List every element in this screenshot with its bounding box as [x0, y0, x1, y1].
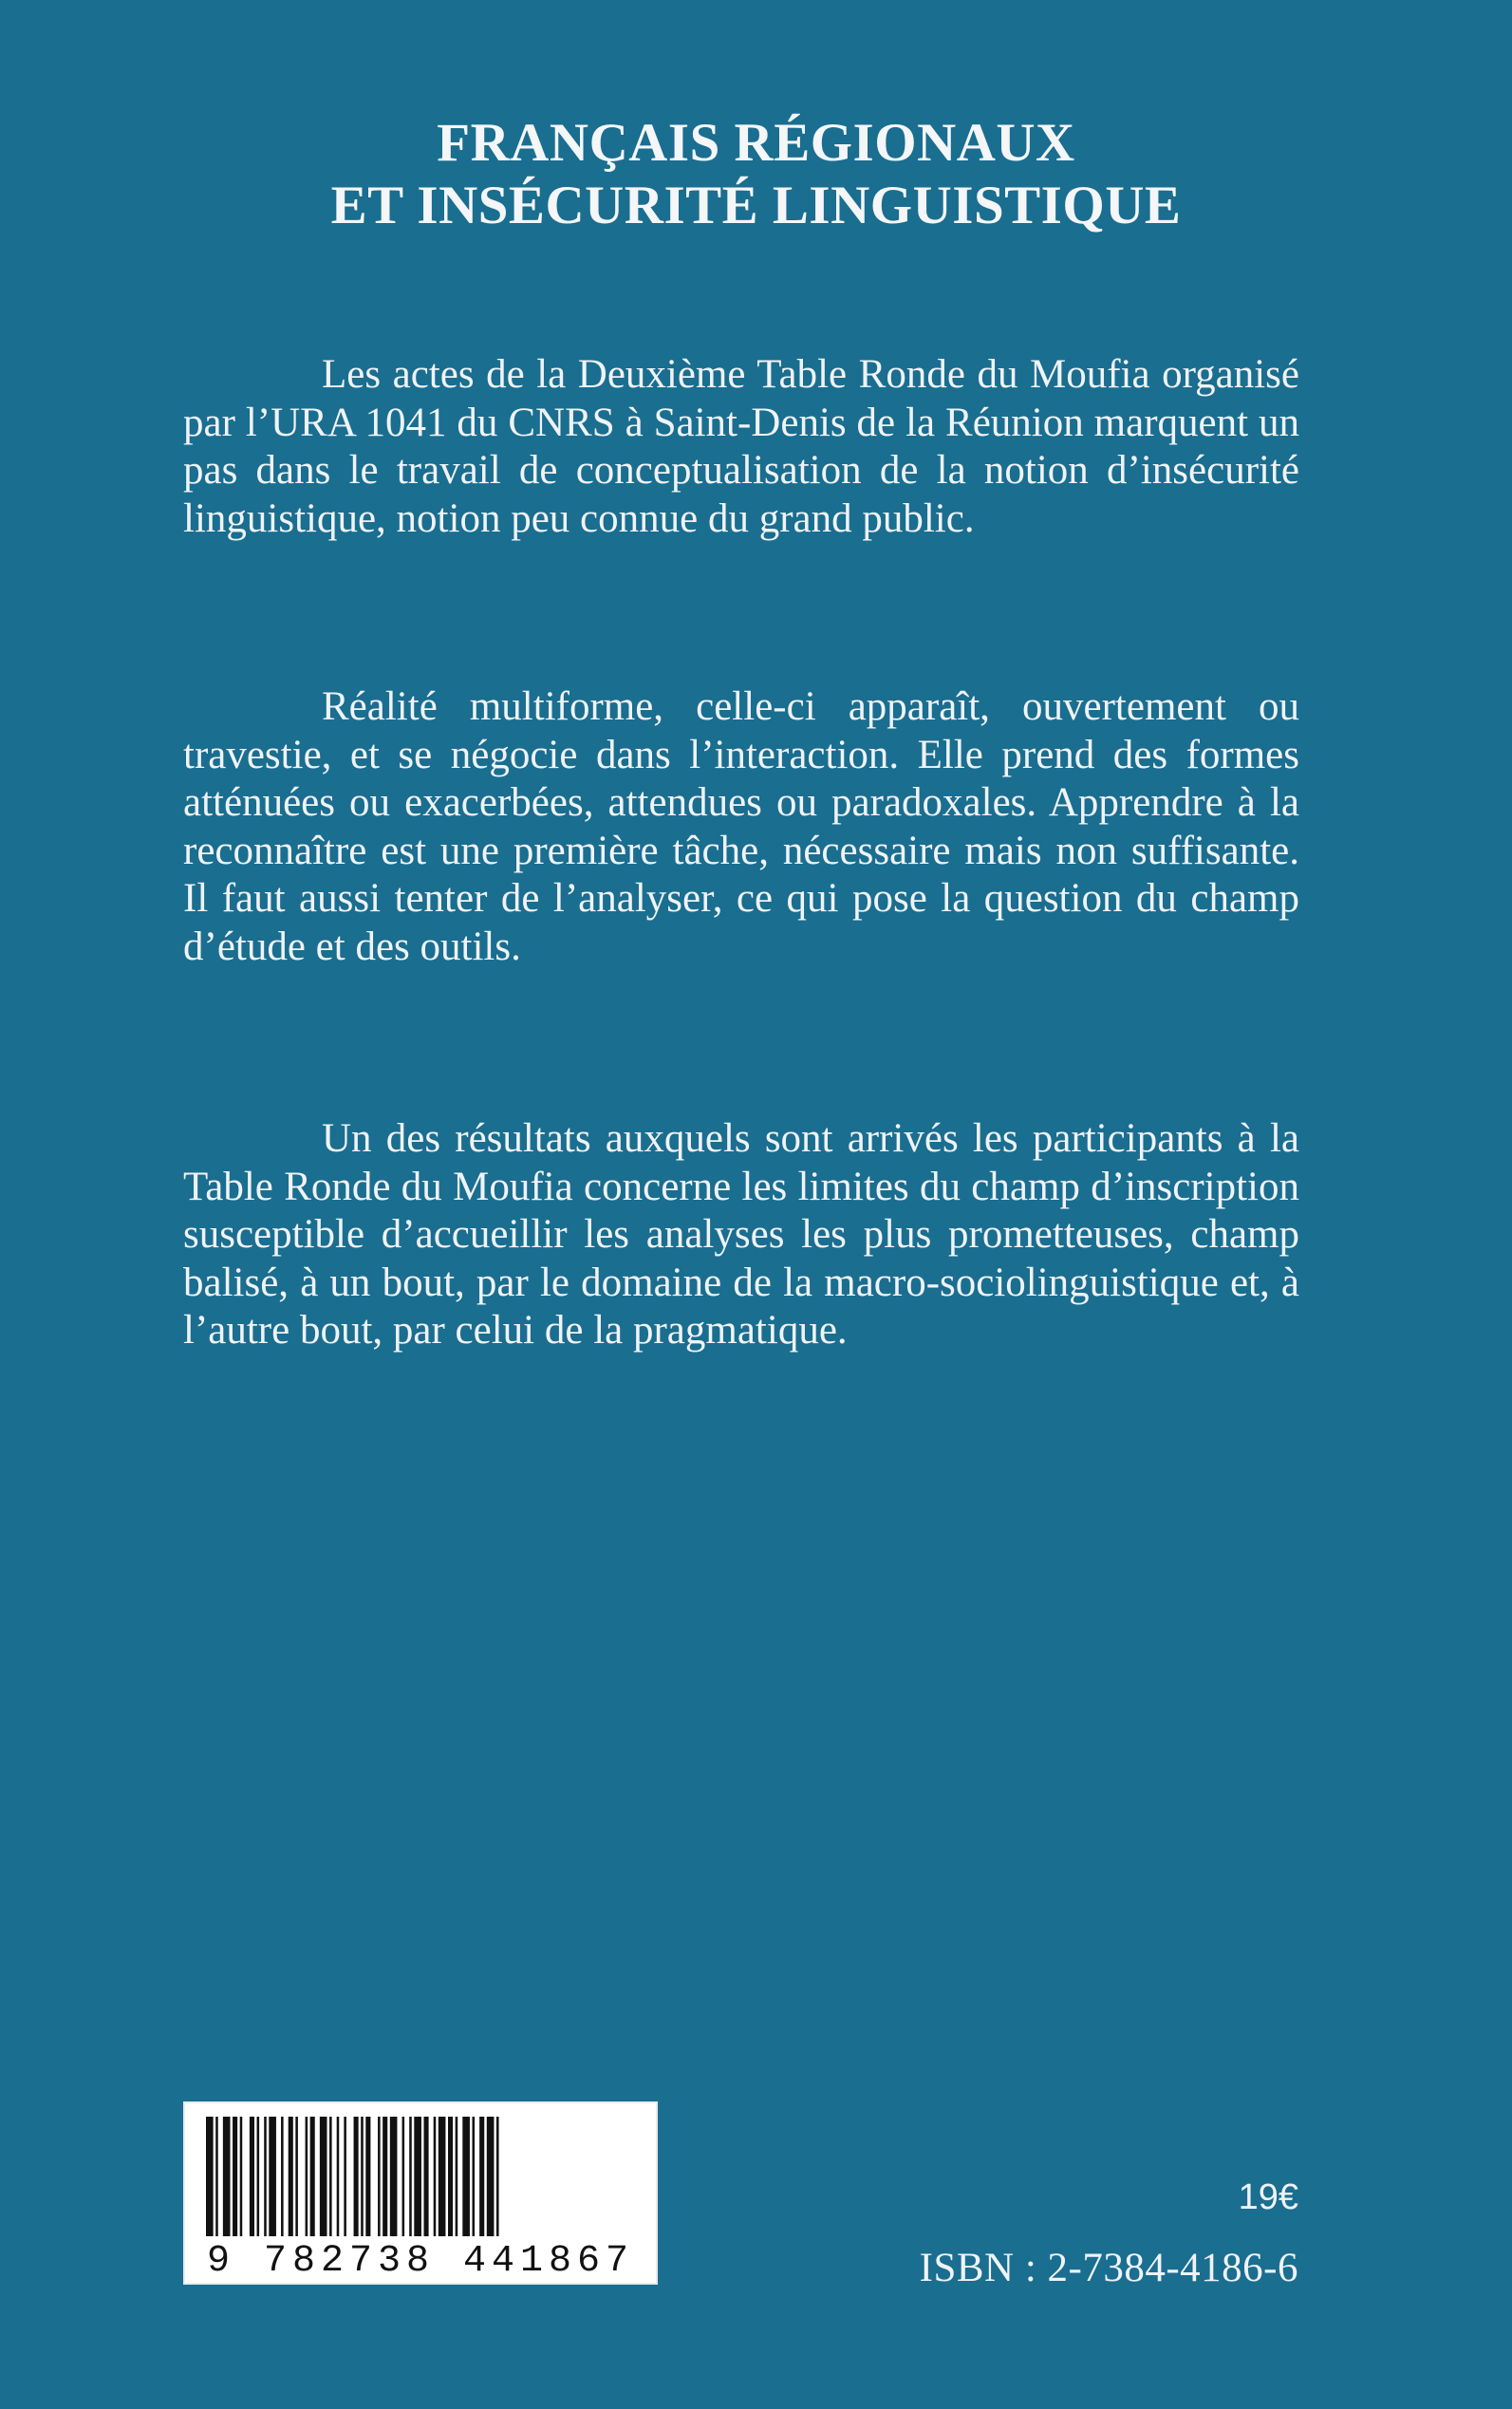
barcode-bar [233, 2117, 237, 2236]
barcode-bar [462, 2117, 470, 2236]
title-line-1: FRANÇAIS RÉGIONAUX [437, 113, 1075, 173]
barcode-bar [264, 2117, 267, 2236]
barcode-bar [448, 2117, 453, 2236]
barcode-bar [310, 2117, 315, 2236]
paragraph-text: Les actes de la Deuxième Table Ronde du Moufia organisé par l’URA 1041 du CNRS à Saint-Denis de la Réunion marquent un pas dans le travail de conceptualisation de la notion d’insécurité linguistique, notion peu connue du grand public. [183, 352, 1299, 541]
barcode-bar [414, 2117, 421, 2236]
barcode-bar [206, 2117, 214, 2236]
barcode-bar [320, 2117, 327, 2236]
title-line-2: ET INSÉCURITÉ LINGUISTIQUE [330, 176, 1182, 235]
barcode-bar [456, 2117, 458, 2236]
barcode-bar [365, 2117, 370, 2236]
barcode-bar [215, 2117, 218, 2236]
barcode-bar [424, 2117, 429, 2236]
barcode-bar [378, 2117, 381, 2236]
barcode-bar [289, 2117, 293, 2236]
barcode-bar [240, 2117, 243, 2236]
barcode-number: 9 782738 441867 [206, 2240, 635, 2283]
barcode-bar [479, 2117, 484, 2236]
barcode-bar [337, 2117, 340, 2236]
isbn-label: ISBN : 2-7384-4186-6 [919, 2246, 1298, 2290]
paragraph-text: Réalité multiforme, celle-ci apparaît, ouvertement ou travestie, et se négocie dans l’interaction. Elle prend des formes atténuées ou exacerbées, attendues ou paradoxales. Apprendre à la reconnaître est une première tâche, nécessaire mais non suffisante. Il faut aussi tenter de l’analyser, ce qui pose la question du champ d’étude et des outils. [183, 684, 1299, 969]
barcode-bar [496, 2117, 499, 2236]
barcode-bar [295, 2117, 298, 2236]
paragraph-1 [183, 351, 1299, 543]
barcode-bar [257, 2117, 260, 2236]
barcode-bar [361, 2117, 364, 2236]
barcode-bar [306, 2117, 308, 2236]
price-label: 19€ [1238, 2177, 1298, 2217]
barcode-bar [383, 2117, 387, 2236]
barcode-bar [402, 2117, 405, 2236]
barcode-bar [354, 2117, 359, 2236]
barcode-bar [434, 2117, 437, 2236]
barcode-bar [250, 2117, 254, 2236]
paragraph-text: Un des résultats auxquels sont arrivés les participants à la Table Ronde du Moufia concerne les limites du champ d’inscription susceptible d’accueillir les analyses les plus prometteuses, champ balisé, à un bout, par le domaine de la macro-sociolinguistique et, à l’autre bout, par celui de la pragmatique. [183, 1116, 1299, 1353]
barcode-bar [329, 2117, 332, 2236]
paragraph-2 [183, 683, 1299, 971]
book-title [0, 112, 1512, 237]
barcode-bar [269, 2117, 276, 2236]
barcode-bar [473, 2117, 476, 2236]
barcode-bar [281, 2117, 284, 2236]
paragraph-3 [183, 1115, 1299, 1355]
barcode-bar [487, 2117, 495, 2236]
barcode-bar [344, 2117, 346, 2236]
barcode-graphic [185, 2103, 656, 2283]
barcode-bar [409, 2117, 412, 2236]
barcode-bar [439, 2117, 446, 2236]
barcode-bar [223, 2117, 231, 2236]
barcode [183, 2101, 658, 2285]
barcode-bar [390, 2117, 398, 2236]
barcode-bars [206, 2117, 499, 2236]
